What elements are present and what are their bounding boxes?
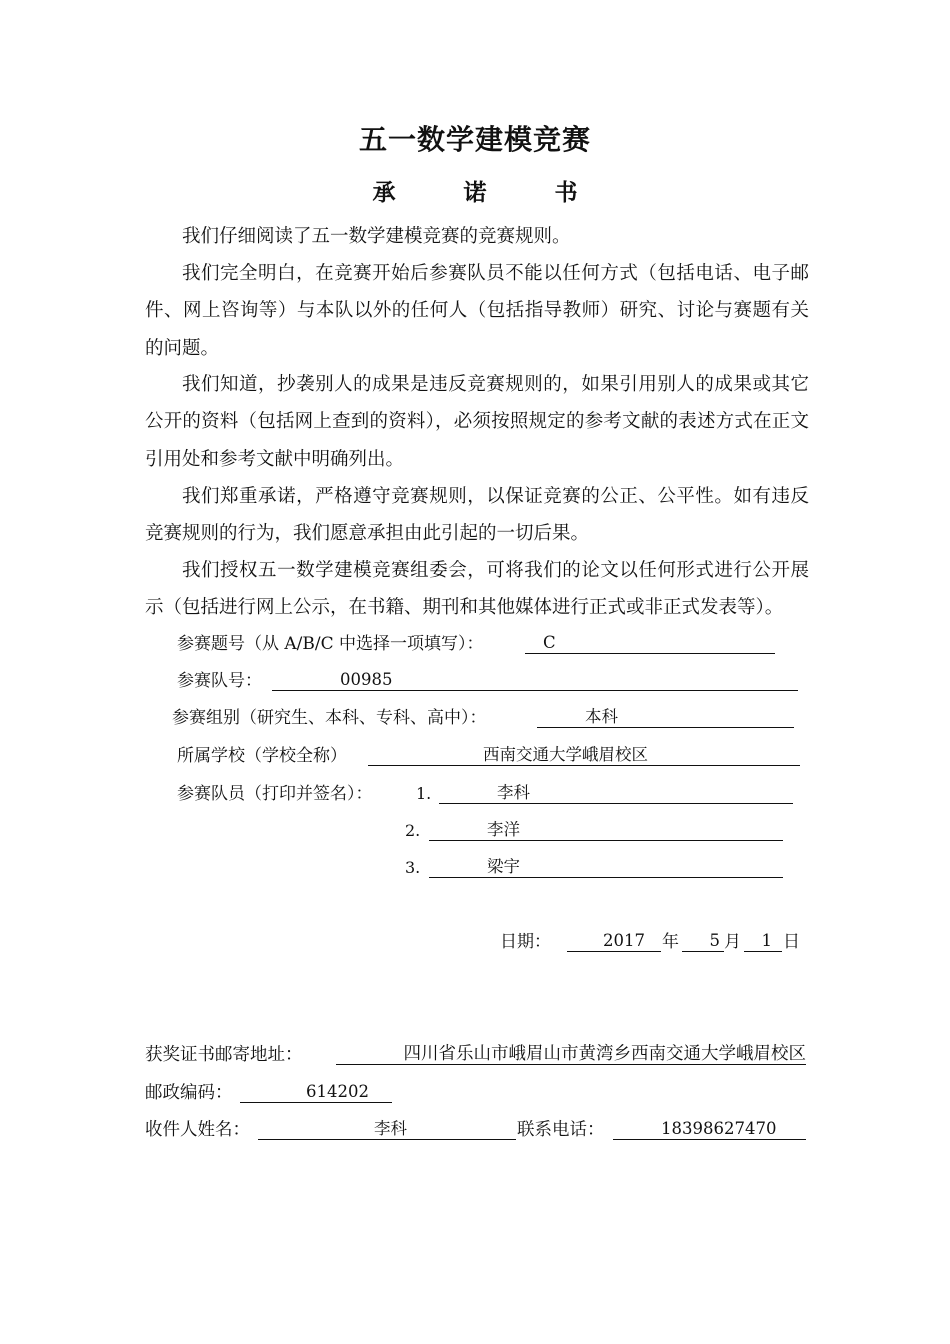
- phone-field[interactable]: 18398627470: [613, 1118, 806, 1140]
- address-field[interactable]: 四川省乐山市峨眉山市黄湾乡西南交通大学峨眉校区: [336, 1043, 806, 1065]
- group-field[interactable]: 本科: [537, 706, 794, 728]
- date-year-unit: 年: [662, 932, 679, 952]
- paragraph-2: 我们完全明白，在竞赛开始后参赛队员不能以任何方式（包括电话、电子邮件、网上咨询等）与本队以外的任何人（包括指导教师）研究、讨论与赛题有关的问题。: [145, 263, 809, 359]
- team-field[interactable]: 00985: [272, 669, 798, 691]
- page-title: 五一数学建模竞赛: [358, 123, 591, 156]
- date-day-unit: 日: [783, 932, 800, 952]
- member-1-number: 1.: [416, 784, 432, 803]
- member-1-field[interactable]: 李科: [439, 782, 793, 804]
- address-label: 获奖证书邮寄地址：: [145, 1045, 303, 1065]
- date-year-field[interactable]: 2017: [567, 930, 661, 952]
- member-2-number: 2.: [405, 821, 421, 840]
- date-day-field[interactable]: 1: [744, 930, 782, 952]
- team-label: 参赛队号：: [177, 671, 262, 691]
- paragraph-3: 我们知道，抄袭别人的成果是违反竞赛规则的，如果引用别人的成果或其它公开的资料（包括网上查到的资料），必须按照规定的参考文献的表述方式在正文引用处和参考文献中明确列出。: [145, 374, 809, 470]
- paragraph-1: 我们仔细阅读了五一数学建模竞赛的竞赛规则。: [182, 226, 571, 247]
- date-month-field[interactable]: 5: [682, 930, 724, 952]
- member-2-field[interactable]: 李洋: [429, 819, 783, 841]
- member-3-field[interactable]: 梁宇: [429, 856, 783, 878]
- recipient-label: 收件人姓名：: [145, 1120, 250, 1140]
- group-label: 参赛组别（研究生、本科、专科、高中）：: [172, 708, 487, 728]
- postcode-field[interactable]: 614202: [240, 1081, 392, 1103]
- postcode-label: 邮政编码：: [145, 1083, 233, 1103]
- problem-label: 参赛题号（从 A/B/C 中选择一项填写）：: [177, 634, 484, 654]
- date-label: 日期：: [500, 932, 551, 952]
- date-month-unit: 月: [724, 932, 741, 952]
- paragraph-4: 我们郑重承诺，严格遵守竞赛规则，以保证竞赛的公正、公平性。如有违反竞赛规则的行为，我们愿意承担由此引起的一切后果。: [145, 486, 809, 545]
- recipient-field[interactable]: 李科: [258, 1118, 516, 1140]
- member-3-number: 3.: [405, 858, 421, 877]
- page-subtitle: 承 诺 书: [372, 179, 608, 206]
- problem-field[interactable]: C: [525, 632, 775, 654]
- school-field[interactable]: 西南交通大学峨眉校区: [368, 744, 800, 766]
- school-label: 所属学校（学校全称）: [177, 746, 347, 766]
- phone-label: 联系电话：: [517, 1120, 605, 1140]
- members-label: 参赛队员（打印并签名）：: [177, 784, 373, 804]
- paragraph-5: 我们授权五一数学建模竞赛组委会，可将我们的论文以任何形式进行公开展示（包括进行网上公示，在书籍、期刊和其他媒体进行正式或非正式发表等）。: [145, 560, 809, 619]
